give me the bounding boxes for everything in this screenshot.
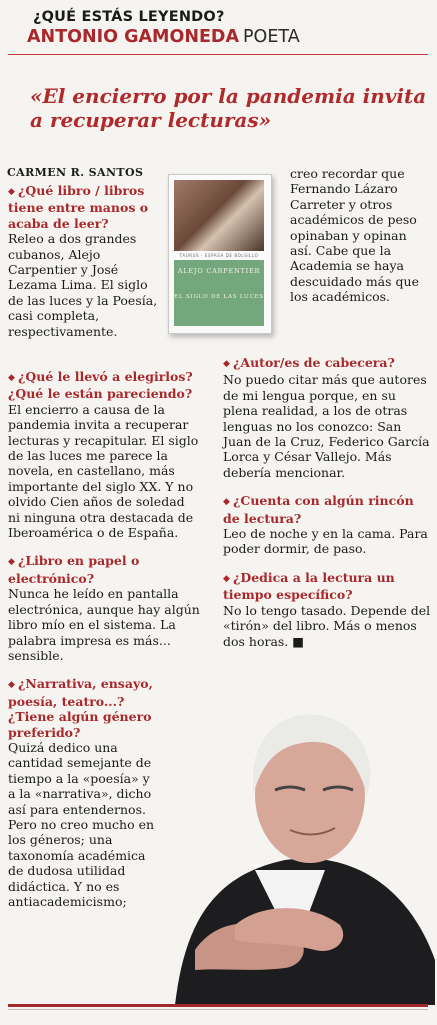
top-rule: [8, 54, 428, 55]
bottom-rule-thin: [8, 1009, 428, 1010]
answer-4-continued: creo recordar que Fernando Lázaro Carreter y otros académicos de peso opinaban y opinan así. Cabe que la Academia se haya descuidado más que los académicos.: [290, 166, 419, 305]
portrait-photo: [135, 700, 435, 1005]
portrait-illustration: [135, 700, 435, 1005]
book-cover-panel: [174, 260, 264, 326]
column-2-body: [223, 355, 433, 649]
book-cover-image: [168, 174, 272, 334]
answer-2: El encierro a causa de la pandemia invita a recuperar lecturas y recapitular. El siglo de las luces me parece la novela, en castellano, más importante del siglo XX. Y no olvido Cien años de soledad ni ninguna otra destacada de Iberoamérica o de España.: [8, 401, 199, 541]
interviewee-line: [27, 27, 300, 47]
answer-7: No lo tengo tasado. Depende del «tirón» del libro. Más o menos dos horas. ■: [223, 602, 431, 649]
question-7: ◆ ¿Dedica a la lectura un tiempo específico?: [223, 570, 433, 603]
answer-6: Leo de noche y en la cama. Para poder dormir, de paso.: [223, 526, 428, 557]
answer-3: Nunca he leído en pantalla electrónica, aunque hay algún libro mío en el sistema. La palabra impresa es más... sensible.: [8, 586, 200, 663]
headline: «El encierro por la pandemia invita a recuperar lecturas»: [30, 84, 427, 132]
book-series: TAURUS · ESPASA DE BOLSILLO: [179, 253, 259, 258]
interviewee-role: POETA: [243, 27, 300, 47]
answer-4: Quizá dedico una cantidad semejante de tiempo a la «poesía» y a la «narrativa», dicho así para entendernos. Pero no creo mucho en los géneros; una taxonomía académica de dudosa utilidad didáctica. Y no es antiacademicismo;: [8, 739, 155, 909]
question-5: ◆ ¿Autor/es de cabecera?: [223, 355, 433, 372]
book-title: EL SIGLO DE LAS LUCES: [174, 294, 264, 300]
column-1-top: [8, 183, 166, 339]
interviewee-name: ANTONIO GAMONEDA: [27, 27, 239, 47]
question-1: ◆ ¿Qué libro / libros tiene entre manos o acaba de leer?: [8, 183, 166, 231]
section-kicker: ¿QUÉ ESTÁS LEYENDO?: [33, 9, 225, 25]
byline: CARMEN R. SANTOS: [7, 166, 144, 179]
bottom-rule: [8, 1004, 428, 1007]
book-author: ALEJO CARPENTIER: [177, 267, 261, 275]
book-cover-artwork: [174, 180, 264, 251]
question-4: ◆ ¿Narrativa, ensayo, poesía, teatro...? ¿Tiene algún género preferido?: [8, 676, 158, 740]
question-3: ◆ ¿Libro en papel o electrónico?: [8, 553, 200, 586]
question-6: ◆ ¿Cuenta con algún rincón de lectura?: [223, 493, 433, 526]
answer-5: No puedo citar más que autores de mi lengua porque, en su plena realidad, a los de otras lenguas no los conozco: San Juan de la Cruz, Federico García Lorca y César Vallejo. Más debería mencionar.: [223, 372, 430, 480]
question-2: ◆ ¿Qué le llevó a elegirlos? ¿Qué le están pareciendo?: [8, 369, 200, 402]
answer-1: Releo a dos grandes cubanos, Alejo Carpentier y José Lezama Lima. El siglo de las luces y la Poesía, casi completa, respectivamente.: [8, 231, 158, 339]
column-2-top: [290, 166, 420, 305]
